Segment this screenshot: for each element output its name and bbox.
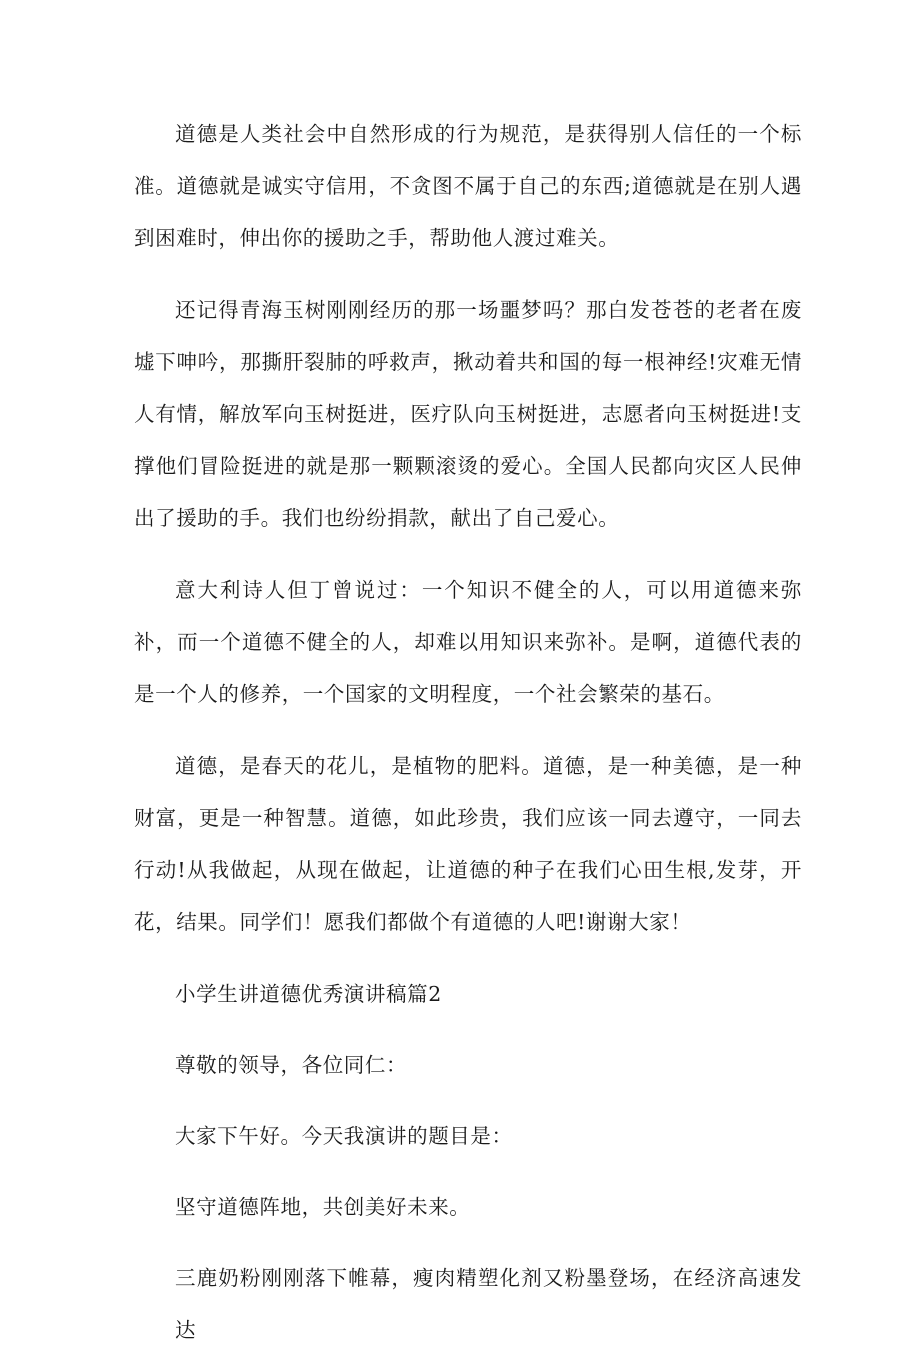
paragraph-morality-definition: 道德是人类社会中自然形成的行为规范，是获得别人信任的一个标准。道德就是诚实守信用，不贪图不属于自己的东西;道德就是在别人遇到困难时，伸出你的援助之手，帮助他人渡过难关。 xyxy=(134,122,802,250)
greeting-line: 尊敬的领导，各位同仁： xyxy=(175,1053,408,1077)
paragraph-dante-quote: 意大利诗人但丁曾说过：一个知识不健全的人，可以用道德来弥补，而一个道德不健全的人，却难以用知识来弥补。是啊，道德代表的是一个人的修养，一个国家的文明程度，一个社会繁荣的基石。 xyxy=(134,578,802,706)
topic-line: 坚守道德阵地，共创美好未来。 xyxy=(175,1195,471,1219)
paragraph-yushu-earthquake: 还记得青海玉树刚刚经历的那一场噩梦吗？那白发苍苍的老者在废墟下呻吟，那撕肝裂肺的呼救声，揪动着共和国的每一根神经!灾难无情人有情，解放军向玉树挺进，医疗队向玉树挺进，志愿者向玉树挺进!支撑他们冒险挺进的就是那一颗颗滚烫的爱心。全国人民都向灾区人民伸出了援助的手。我们也纷纷捐款，献出了自己爱心。 xyxy=(134,298,802,530)
document-body xyxy=(134,108,802,1356)
intro-line: 大家下午好。今天我演讲的题目是： xyxy=(175,1124,513,1148)
section-title: 小学生讲道德优秀演讲稿篇2 xyxy=(175,982,442,1006)
paragraph-morality-closing: 道德，是春天的花儿，是植物的肥料。道德，是一种美德，是一种财富，更是一种智慧。道德，如此珍贵，我们应该一同去遵守，一同去行动!从我做起，从现在做起，让道德的种子在我们心田生根,发芽，开花，结果。同学们！愿我们都做个有道德的人吧!谢谢大家！ xyxy=(134,754,802,934)
final-paragraph-start: 三鹿奶粉刚刚落下帷幕，瘦肉精塑化剂又粉墨登场，在经济高速发达 xyxy=(175,1266,802,1342)
